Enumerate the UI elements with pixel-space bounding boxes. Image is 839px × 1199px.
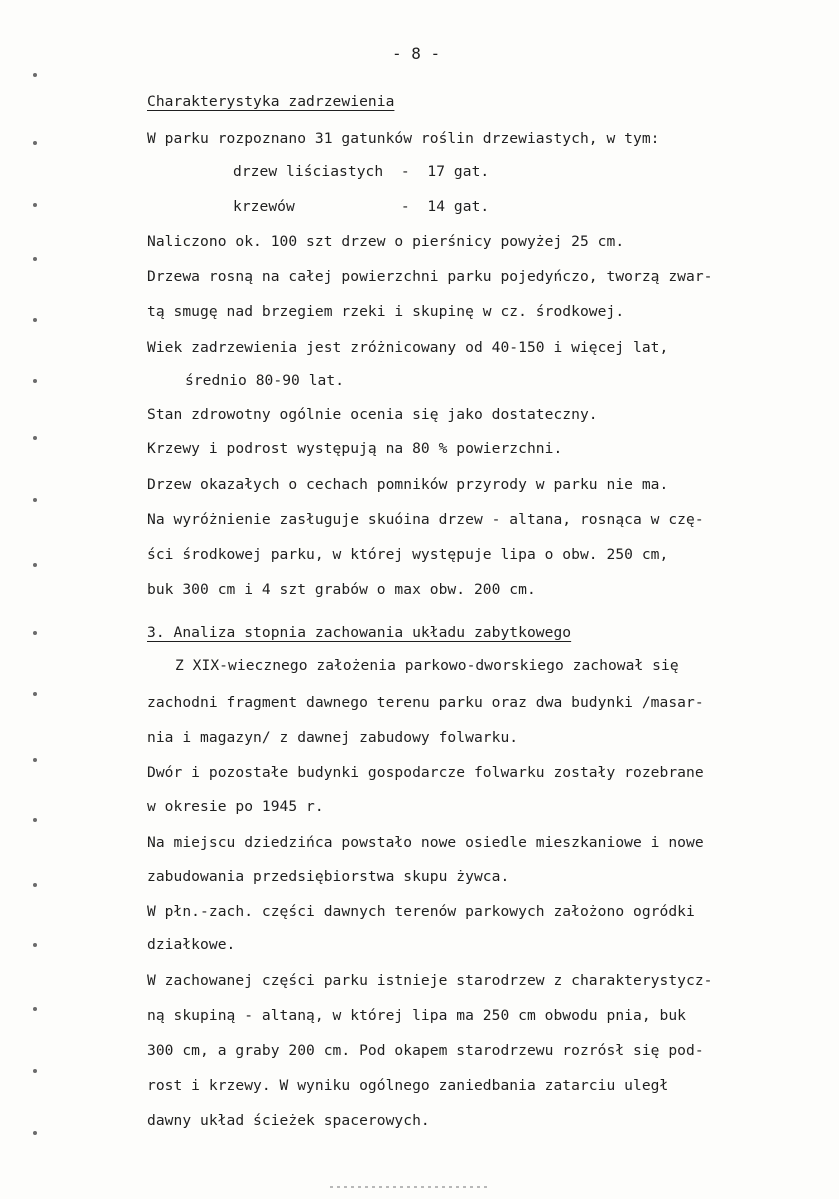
text-line: zachodni fragment dawnego terenu parku oraz dwa budynki /masar- (147, 694, 704, 711)
text-line: buk 300 cm i 4 szt grabów o max obw. 200 cm. (147, 581, 536, 598)
text-line: tą smugę nad brzegiem rzeki i skupinę w cz. środkowej. (147, 303, 625, 320)
text-line: Na wyróżnienie zasługuje skuóina drzew - altana, rosnąca w czę- (147, 511, 704, 528)
text-line: W płn.-zach. części dawnych terenów parkowych założono ogródki (147, 903, 695, 920)
text-line: Drzewa rosną na całej powierzchni parku pojedyńczo, tworzą zwar- (147, 268, 713, 285)
margin-hole-mark (33, 379, 37, 383)
page-number: - 8 - (392, 44, 441, 63)
text-line: rost i krzewy. W wyniku ogólnego zaniedbania zatarciu uległ (147, 1077, 669, 1094)
text-line: Drzew okazałych o cechach pomników przyrody w parku nie ma. (147, 476, 669, 493)
text-line: drzew liściastych - 17 gat. (233, 163, 490, 180)
margin-hole-mark (33, 1069, 37, 1073)
text-line: ną skupiną - altaną, w której lipa ma 250 cm obwodu pnia, buk (147, 1007, 687, 1024)
text-line: ści środkowej parku, w której występuje lipa o obw. 250 cm, (147, 546, 669, 563)
margin-hole-mark (33, 498, 37, 502)
margin-hole-mark (33, 257, 37, 261)
margin-hole-mark (33, 203, 37, 207)
text-line: w okresie po 1945 r. (147, 798, 324, 815)
margin-hole-mark (33, 141, 37, 145)
text-line: Naliczono ok. 100 szt drzew o pierśnicy powyżej 25 cm. (147, 233, 625, 250)
margin-hole-mark (33, 818, 37, 822)
text-line: W parku rozpoznano 31 gatunków roślin drzewiastych, w tym: (147, 130, 660, 147)
text-line: krzewów - 14 gat. (233, 198, 490, 215)
margin-hole-mark (33, 563, 37, 567)
section-heading: Charakterystyka zadrzewienia (147, 93, 395, 110)
text-line: W zachowanej części parku istnieje starodrzew z charakterystycz- (147, 972, 713, 989)
text-line: Z XIX-wiecznego założenia parkowo-dworskiego zachował się (175, 657, 679, 674)
text-line: nia i magazyn/ z dawnej zabudowy folwarku. (147, 729, 519, 746)
text-line: 300 cm, a graby 200 cm. Pod okapem starodrzewu rozrósł się pod- (147, 1042, 704, 1059)
text-line: dawny układ ścieżek spacerowych. (147, 1112, 430, 1129)
text-line: działkowe. (147, 936, 236, 953)
margin-hole-mark (33, 883, 37, 887)
margin-hole-mark (33, 631, 37, 635)
margin-hole-mark (33, 692, 37, 696)
section-heading: 3. Analiza stopnia zachowania układu zabytkowego (147, 624, 572, 641)
text-line: zabudowania przedsiębiorstwa skupu żywca. (147, 868, 510, 885)
text-line: Stan zdrowotny ogólnie ocenia się jako dostateczny. (147, 406, 598, 423)
margin-hole-mark (33, 1007, 37, 1011)
margin-hole-mark (33, 943, 37, 947)
margin-hole-mark (33, 73, 37, 77)
margin-hole-mark (33, 758, 37, 762)
text-line: Wiek zadrzewienia jest zróżnicowany od 40-150 i więcej lat, (147, 339, 669, 356)
scan-edge-mark (330, 1186, 490, 1188)
margin-hole-mark (33, 436, 37, 440)
margin-hole-mark (33, 318, 37, 322)
text-line: Dwór i pozostałe budynki gospodarcze folwarku zostały rozebrane (147, 764, 704, 781)
text-line: Krzewy i podrost występują na 80 % powierzchni. (147, 440, 563, 457)
text-line: Na miejscu dziedzińca powstało nowe osiedle mieszkaniowe i nowe (147, 834, 704, 851)
text-line: średnio 80-90 lat. (185, 372, 345, 389)
margin-hole-mark (33, 1131, 37, 1135)
